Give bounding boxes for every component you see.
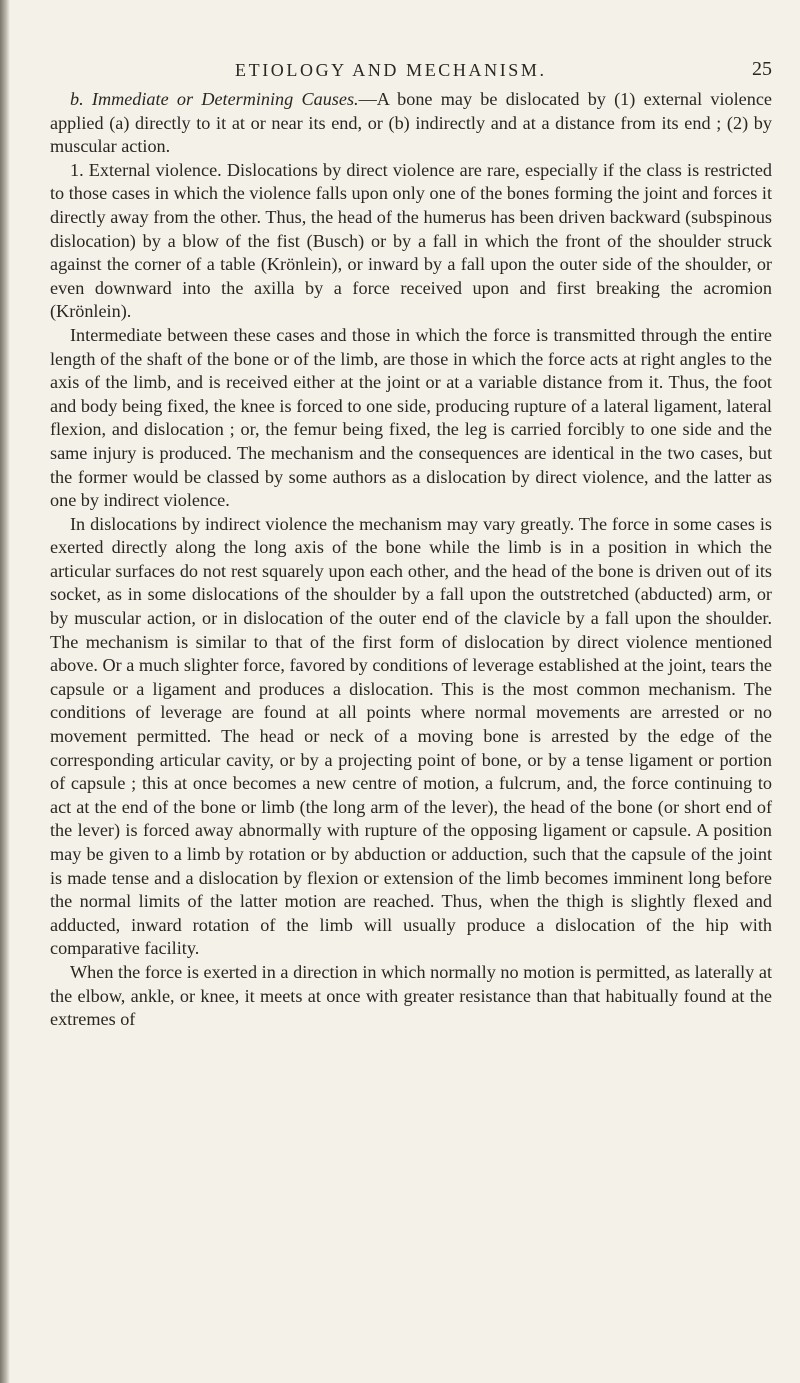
section-heading: Immediate or Determining Causes. [91, 89, 359, 109]
body-text [50, 88, 772, 1032]
section-lead-text: —A bone may be dislocated by (1) external violence applied (a) directly to it at or near its end, or (b) indirectly and at a distance from its end ; (2) by muscular action. [50, 89, 772, 157]
running-head [50, 58, 772, 88]
page-number: 25 [752, 58, 772, 80]
paragraph-lateral-force: When the force is exerted in a direction in which normally no motion is permitted, as laterally at the elbow, ankle, or knee, it meets at once with greater resistance than that habitually found at the extremes of [50, 961, 772, 1030]
section-intro-paragraph [50, 88, 772, 159]
paragraph-intermediate-cases: Intermediate between these cases and those in which the force is transmitted through the entire length of the shaft of the bone or of the limb, are those in which the force acts at right angles to the axis of the limb, and is received either at the joint or at a variable distance from it. Thus, the foot and body being fixed, the knee is forced to one side, producing rupture of a lateral ligament, lateral flexion, and dislocation ; or, the femur being fixed, the leg is carried forcibly to one side and the same injury is produced. The mechanism and the consequences are identical in the two cases, but the former would be classed by some authors as a dislocation by direct violence, and the latter as one by indirect violence. [50, 324, 772, 511]
book-spine-edge [0, 0, 10, 1383]
section-marker: b. [70, 89, 84, 109]
running-head-title: ETIOLOGY AND MECHANISM. [235, 60, 547, 80]
book-page [50, 58, 772, 1032]
paragraph-indirect-violence: In dislocations by indirect violence the mechanism may vary greatly. The force in some cases is exerted directly along the long axis of the bone while the limb is in a position in which the articular surfaces do not rest squarely upon each other, and the head of the bone is driven out of its socket, as in some dislocations of the shoulder by a fall upon the outstretched (abducted) arm, or by muscular action, or in dislocation of the outer end of the clavicle by a fall upon the shoulder. The mechanism is similar to that of the first form of dislocation by direct violence mentioned above. Or a much slighter force, favored by conditions of leverage established at the joint, tears the capsule or a ligament and produces a dislocation. This is the most common mechanism. The conditions of leverage are found at all points where normal movements are arrested or no movement permitted. The head or neck of a moving bone is arrested by the edge of the corresponding articular cavity, or by a projecting point of bone, or by a tense ligament or portion of capsule ; this at once becomes a new centre of motion, a fulcrum, and, the force continuing to act at the end of the bone or limb (the long arm of the lever), the head of the bone (or short end of the lever) is forced away abnormally with rupture of the opposing ligament or capsule. A position may be given to a limb by rotation or by abduction or adduction, such that the capsule of the joint is made tense and a dislocation by flexion or extension of the limb becomes imminent long before the normal limits of the latter motion are reached. Thus, when the thigh is slightly flexed and adducted, inward rotation of the limb will usually produce a dislocation of the hip with comparative facility. [50, 513, 772, 959]
paragraph-external-violence: 1. External violence. Dislocations by direct violence are rare, especially if the class is restricted to those cases in which the violence falls upon only one of the bones forming the joint and forces it directly away from the other. Thus, the head of the humerus has been driven backward (subspinous dislocation) by a blow of the fist (Busch) or by a fall in which the front of the shoulder struck against the corner of a table (Krönlein), or inward by a fall upon the outer side of the shoulder, or even downward into the axilla by a force received upon and first breaking the acromion (Krönlein). [50, 159, 772, 322]
